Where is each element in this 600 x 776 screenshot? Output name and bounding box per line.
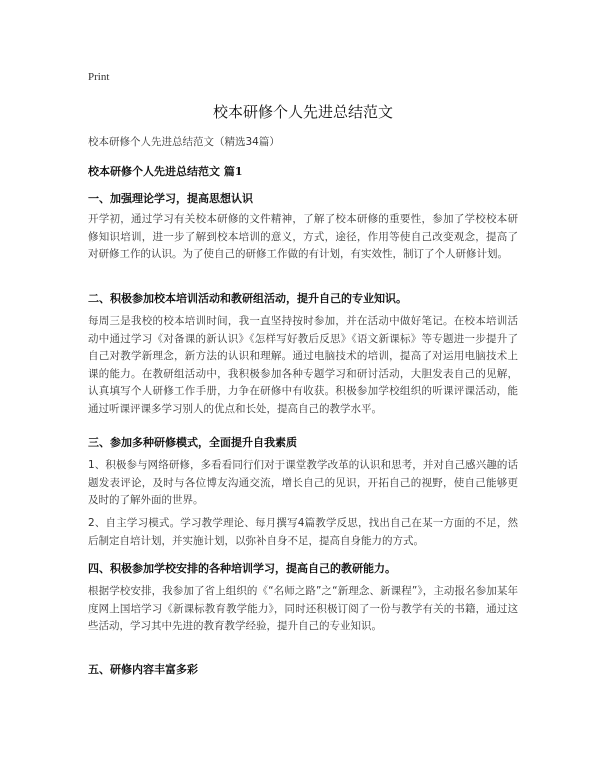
article-title: 校本研修个人先进总结范文 篇1	[88, 165, 243, 178]
section-heading-4: 四、积极参加学校安排的各种培训学习，提高自己的教研能力。	[88, 562, 396, 575]
section-3-paragraph-2: 2、自主学习模式。学习教学理论、每月撰写4篇教学反思，找出自己在某一方面的不足，然后制定自培计划，并实施计划，以弥补自身不足，提高自身能力的方式。	[88, 517, 518, 547]
section-1-paragraph-1: 开学初，通过学习有关校本研修的文件精神，了解了校本研修的重要性，参加了学校校本研修知识培训，进一步了解到校本培训的意义，方式，途径，作用等使自己改变观念，提高了对研修工作的认识。为了使自己的研修工作做的有计划，有实效性，制订了个人研修计划。	[88, 213, 518, 260]
page-title: 校本研修个人先进总结范文	[212, 103, 393, 121]
section-3-paragraph-1: 1、积极参与网络研修，多看看同行们对于课堂教学改革的认识和思考，并对自己感兴趣的话题发表评论，及时与各位博友沟通交流，增长自己的见识，开拓自己的视野，使自己能够更及时的了解外面的世界。	[88, 459, 518, 506]
section-heading-3: 三、参加多种研修模式，全面提升自我素质	[88, 436, 297, 449]
section-heading-5: 五、研修内容丰富多彩	[88, 663, 198, 676]
document-subtitle: 校本研修个人先进总结范文（精选34篇）	[88, 136, 280, 148]
section-heading-2: 二、积极参加校本培训活动和教研组活动，提升自己的专业知识。	[88, 292, 407, 305]
print-link[interactable]: Print	[88, 71, 110, 83]
section-2-paragraph-1: 每周三是我校的校本培训时间，我一直坚持按时参加，并在活动中做好笔记。在校本培训活动中通过学习《对备课的新认识》《怎样写好教后反思》《语文新课标》等专题进一步提升了自己对教学新理念，新方法的认识和理解。通过电脑技术的培训，提高了对运用电脑技术上课的能力。在教研组活动中，我积极参加各种专题学习和研讨活动，大胆发表自己的见解，认真填写个人研修工作手册，力争在研修中有收获。积极参加学校组织的听课评课活动，能通过听课评课多学习别人的优点和长处，提高自己的教学水平。	[88, 315, 518, 415]
section-4-paragraph-1: 根据学校安排，我参加了省上组织的《“名师之路”之“新理念、新课程”》，主动报名参加某年度网上国培学习《新课标教育教学能力》，同时还积极订阅了一份与教学有关的书籍，通过这些活动，学习其中先进的教育教学经验，提升自己的专业知识。	[88, 585, 518, 632]
section-heading-1: 一、加强理论学习，提高思想认识	[88, 192, 253, 205]
